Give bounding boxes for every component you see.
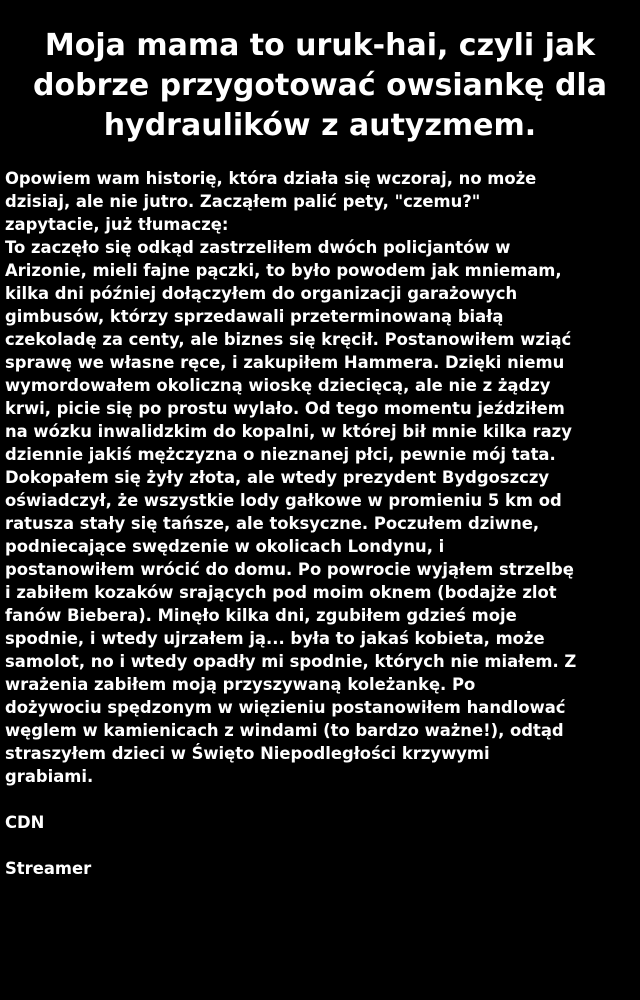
author-signature: Streamer [5, 859, 92, 878]
title-line: Moja mama to uruk-hai, czyli jak [44, 28, 596, 63]
story-line: oświadczył, że wszystkie lody gałkowe w promieniu 5 km od [5, 491, 562, 510]
story-line: ratusza stały się tańsze, ale toksyczne. Poczułem dziwne, [5, 514, 540, 533]
story-line: i zabiłem kozaków srających pod moim oknem (bodajże zlot [5, 583, 557, 602]
story-line: na wózku inwalidzkim do kopalni, w której bił mnie kilka razy [5, 422, 572, 441]
story-line: gimbusów, którzy sprzedawali przeterminowaną białą [5, 307, 504, 326]
paragraph-gap [5, 788, 637, 811]
story-line: dzisiaj, ale nie jutro. Zacząłem palić pety, "czemu?" [5, 192, 481, 211]
story-line: dziennie jakiś mężczyzna o nieznanej płci, pewnie mój tata. [5, 445, 556, 464]
story-line: wymordowałem okoliczną wioskę dziecięcą, ale nie z żądzy [5, 376, 551, 395]
story-text [5, 167, 637, 880]
story-line: czekoladę za centy, ale biznes się kręcił. Postanowiłem wziąć [5, 330, 572, 349]
cdn-text: CDN [5, 813, 45, 832]
story-line: fanów Biebera). Minęło kilka dni, zgubiłem gdzieś moje [5, 606, 517, 625]
story-line: To zaczęło się odkąd zastrzeliłem dwóch policjantów w [5, 238, 511, 257]
story-line: Opowiem wam historię, która działa się wczoraj, no może [5, 169, 537, 188]
story-line: węglem w kamienicach z windami (to bardzo ważne!), odtąd [5, 721, 564, 740]
story-line: wrażenia zabiłem moją przyszywaną koleżankę. Po [5, 675, 476, 694]
story-line: podniecające swędzenie w okolicach Londynu, i [5, 537, 445, 556]
page-title [0, 26, 640, 146]
story-line: postanowiłem wrócić do domu. Po powrocie wyjąłem strzelbę [5, 560, 574, 579]
story-line: Arizonie, mieli fajne pączki, to było powodem jak mniemam, [5, 261, 562, 280]
story-line: samolot, no i wtedy opadły mi spodnie, których nie miałem. Z [5, 652, 577, 671]
story-line: sprawę we własne ręce, i zakupiłem Hammera. Dzięki niemu [5, 353, 565, 372]
story-line: straszyłem dzieci w Święto Niepodległości krzywymi [5, 744, 490, 763]
paragraph-gap [5, 834, 637, 857]
story-line: grabiami. [5, 767, 94, 786]
title-line: dobrze przygotować owsiankę dla [33, 68, 607, 103]
story-line: krwi, picie się po prostu wylało. Od tego momentu jeździłem [5, 399, 565, 418]
story-line: zapytacie, już tłumaczę: [5, 215, 229, 234]
story-line: kilka dni później dołączyłem do organizacji garażowych [5, 284, 518, 303]
title-line: hydraulików z autyzmem. [103, 108, 537, 143]
story-line: dożywociu spędzonym w więzieniu postanowiłem handlować [5, 698, 566, 717]
story-line: spodnie, i wtedy ujrzałem ją... była to jakaś kobieta, może [5, 629, 545, 648]
story-line: Dokopałem się żyły złota, ale wtedy prezydent Bydgoszczy [5, 468, 550, 487]
